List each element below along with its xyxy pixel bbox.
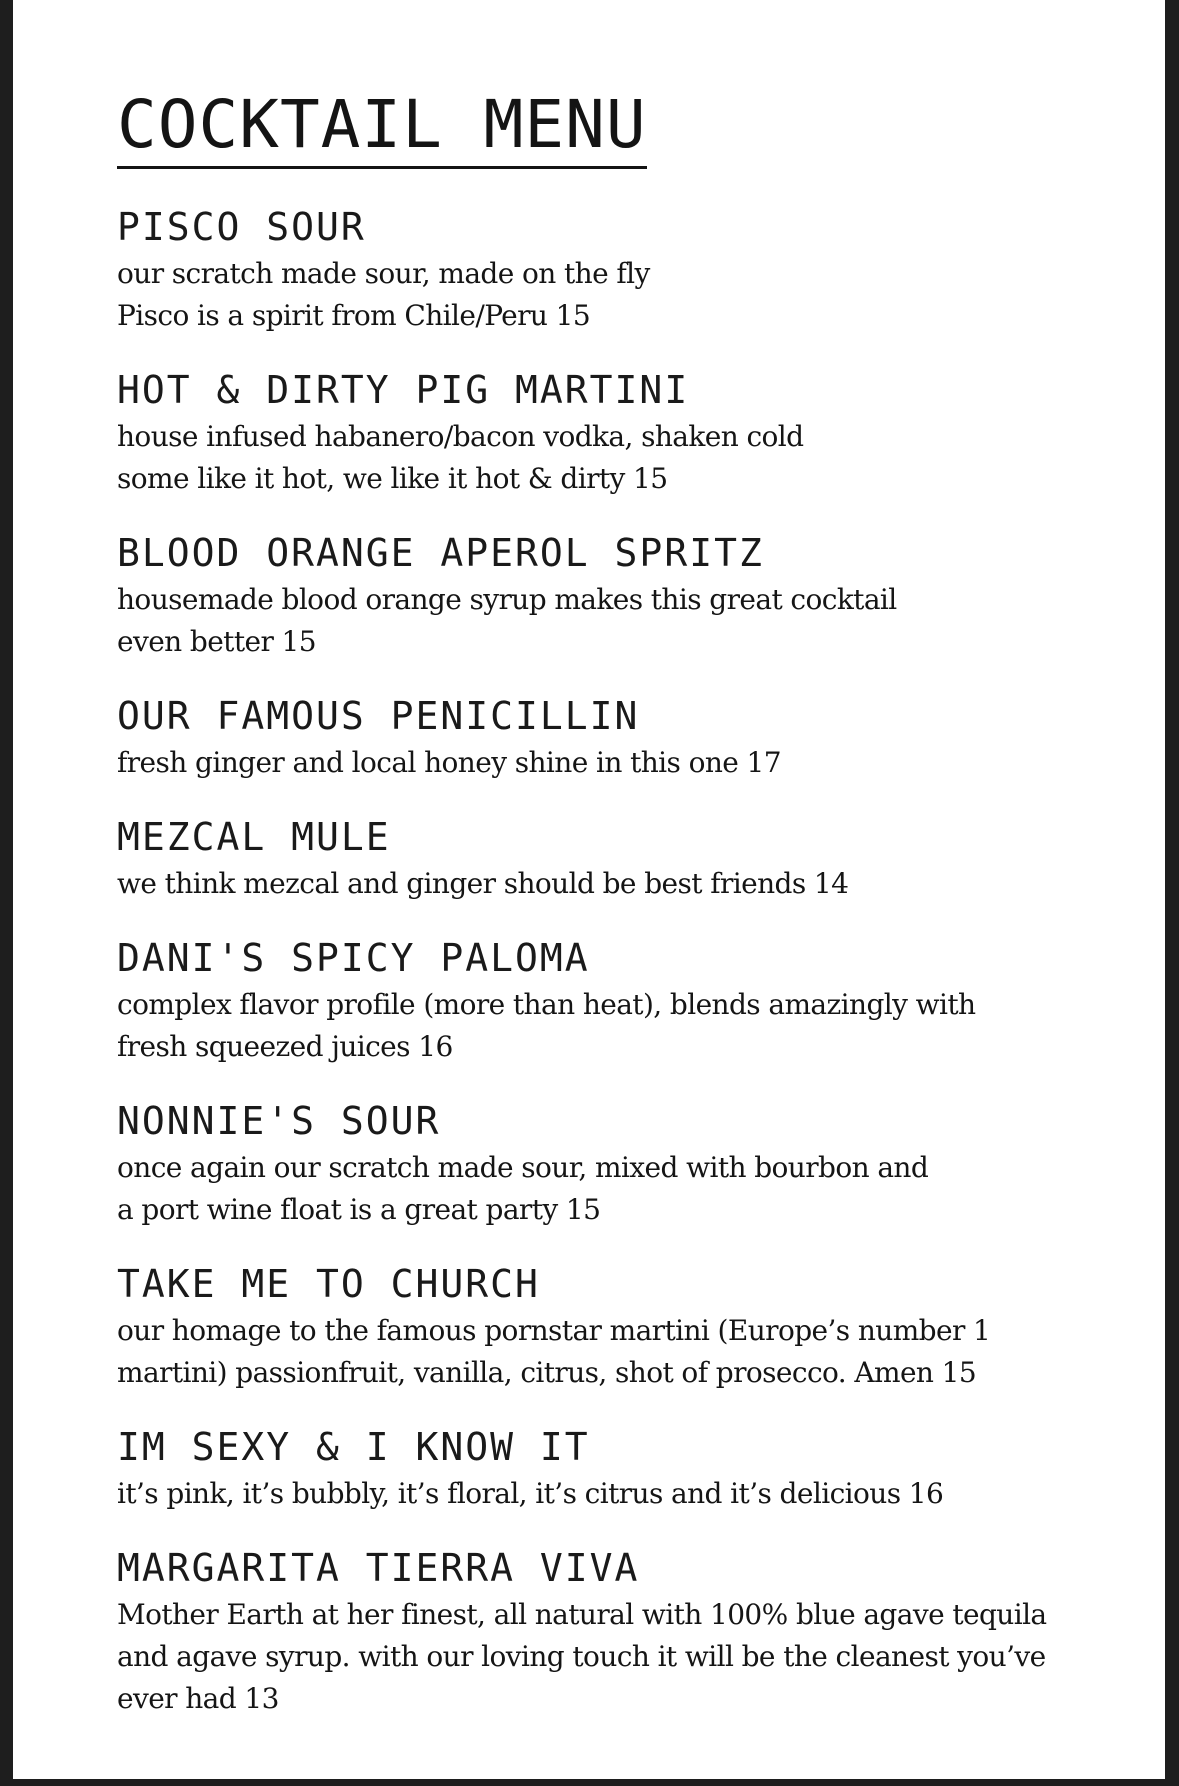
description-line: Pisco is a spirit from Chile/Peru 15 — [117, 299, 591, 332]
item-name: PISCO SOUR — [117, 205, 366, 249]
item-name: BLOOD ORANGE APEROL SPRITZ — [117, 531, 764, 575]
menu-item — [117, 533, 1117, 663]
description-line: house infused habanero/bacon vodka, shaken cold — [117, 420, 804, 453]
menu-item — [117, 1548, 1117, 1720]
menu-item — [117, 938, 1117, 1068]
menu-item — [117, 1427, 1117, 1515]
menu-item — [117, 1101, 1117, 1231]
item-name: TAKE ME TO CHURCH — [117, 1262, 540, 1306]
item-description — [117, 1594, 1117, 1720]
item-name: NONNIE'S SOUR — [117, 1099, 441, 1143]
description-line: we think mezcal and ginger should be best friends 14 — [117, 867, 849, 900]
description-line: a port wine float is a great party 15 — [117, 1193, 601, 1226]
description-line: our homage to the famous pornstar martini (Europe’s number 1 — [117, 1314, 991, 1347]
menu-item — [117, 817, 1117, 905]
item-name: HOT & DIRTY PIG MARTINI — [117, 368, 690, 412]
item-description — [117, 416, 1117, 500]
description-line: and agave syrup. with our loving touch it will be the cleanest you’ve — [117, 1640, 1046, 1673]
item-description — [117, 1147, 1117, 1231]
description-line: once again our scratch made sour, mixed with bourbon and — [117, 1151, 929, 1184]
description-line: our scratch made sour, made on the fly — [117, 257, 650, 290]
item-name: OUR FAMOUS PENICILLIN — [117, 694, 640, 738]
item-name: MARGARITA TIERRA VIVA — [117, 1546, 640, 1590]
description-line: housemade blood orange syrup makes this great cocktail — [117, 583, 897, 616]
description-line: Mother Earth at her finest, all natural with 100% blue agave tequila — [117, 1598, 1047, 1631]
menu-item — [117, 370, 1117, 500]
menu-item — [117, 696, 1117, 784]
item-description — [117, 1310, 1117, 1394]
item-description — [117, 1473, 1117, 1515]
description-line: complex flavor profile (more than heat), blends amazingly with — [117, 988, 976, 1021]
menu-content — [117, 86, 1117, 1753]
item-description — [117, 863, 1117, 905]
item-name: MEZCAL MULE — [117, 815, 391, 859]
description-line: even better 15 — [117, 625, 316, 658]
description-line: fresh squeezed juices 16 — [117, 1030, 453, 1063]
menu-item — [117, 207, 1117, 337]
description-line: ever had 13 — [117, 1682, 279, 1715]
description-line: martini) passionfruit, vanilla, citrus, shot of prosecco. Amen 15 — [117, 1356, 977, 1389]
item-description — [117, 253, 1117, 337]
menu-title: COCKTAIL MENU — [117, 92, 647, 169]
menu-page — [13, 0, 1165, 1779]
item-name: DANI'S SPICY PALOMA — [117, 936, 590, 980]
description-line: fresh ginger and local honey shine in this one 17 — [117, 746, 781, 779]
item-description — [117, 742, 1117, 784]
item-description — [117, 984, 1117, 1068]
description-line: some like it hot, we like it hot & dirty 15 — [117, 462, 668, 495]
description-line: it’s pink, it’s bubbly, it’s floral, it’s citrus and it’s delicious 16 — [117, 1477, 944, 1510]
item-name: IM SEXY & I KNOW IT — [117, 1425, 590, 1469]
item-description — [117, 579, 1117, 663]
menu-item — [117, 1264, 1117, 1394]
